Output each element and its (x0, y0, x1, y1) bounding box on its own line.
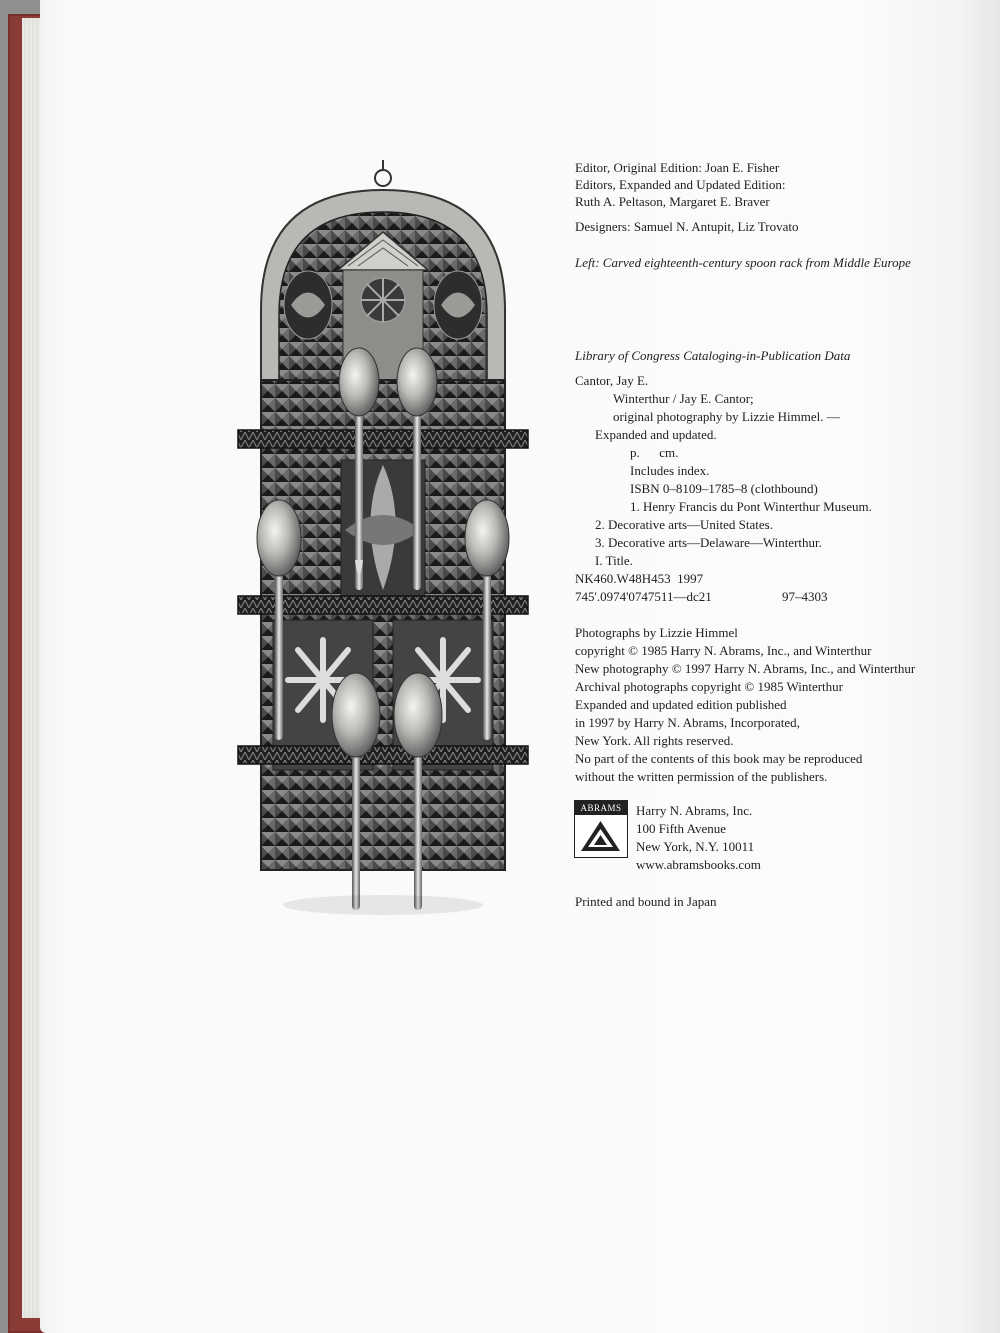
cip-line: 1. Henry Francis du Pont Winterthur Museum. (630, 499, 872, 514)
cip-line: Cantor, Jay E. (575, 373, 649, 388)
rack-shelf-bottom (238, 746, 528, 764)
pyramid-icon (575, 815, 626, 856)
book-page (40, 0, 1000, 1333)
credit-editors-names: Ruth A. Peltason, Margaret E. Braver (575, 194, 770, 209)
copyright-line: Archival photographs copyright © 1985 Winterthur (575, 679, 843, 694)
cip-line: NK460.W48H453 1997 (575, 571, 704, 586)
credit-designers: Designers: Samuel N. Antupit, Liz Trovato (575, 219, 799, 234)
abrams-logo (574, 800, 628, 858)
copyright-line: New York. All rights reserved. (575, 733, 734, 748)
copyright-line: New photography © 1997 Harry N. Abrams, Inc., and Winterthur (575, 661, 916, 676)
spoon-rack-illustration (233, 160, 543, 920)
cip-lccn: 97–4303 (782, 589, 828, 604)
cip-line: ISBN 0–8109–1785–8 (clothbound) (630, 481, 818, 496)
cip-line: 3. Decorative arts—Delaware—Winterthur. (595, 535, 822, 550)
publisher-line: Harry N. Abrams, Inc. (636, 803, 753, 818)
cip-line: Includes index. (630, 463, 710, 478)
copyright-line: Expanded and updated edition published (575, 697, 787, 712)
cip-heading: Library of Congress Cataloging-in-Publication Data (575, 348, 851, 363)
cip-classification: 745'.0974'0747511—dc21 (575, 589, 712, 604)
copyright-line: in 1997 by Harry N. Abrams, Incorporated, (575, 715, 800, 730)
copyright-line: copyright © 1985 Harry N. Abrams, Inc., and Winterthur (575, 643, 872, 658)
cip-line: p. cm. (630, 445, 679, 460)
credit-editors-expanded: Editors, Expanded and Updated Edition: (575, 177, 786, 192)
copyright-line: Photographs by Lizzie Himmel (575, 625, 738, 640)
cip-line: original photography by Lizzie Himmel. — (613, 409, 840, 424)
hanging-hook-ring (375, 170, 391, 186)
publisher-line: 100 Fifth Avenue (636, 821, 727, 836)
abrams-logo-word: ABRAMS (575, 801, 627, 815)
rack-shelf-top (238, 430, 528, 448)
printed-note: Printed and bound in Japan (575, 894, 717, 909)
cip-line: 2. Decorative arts—United States. (595, 517, 773, 532)
copyright-line: No part of the contents of this book may be reproduced (575, 751, 863, 766)
image-caption: Left: Carved eighteenth-century spoon rack from Middle Europe (575, 255, 911, 270)
cip-line: I. Title. (595, 553, 633, 568)
cip-line: Expanded and updated. (595, 427, 717, 442)
publisher-website: www.abramsbooks.com (636, 857, 761, 872)
credit-editor-original: Editor, Original Edition: Joan E. Fisher (575, 160, 780, 175)
copyright-line: without the written permission of the publishers. (575, 769, 828, 784)
cip-line: Winterthur / Jay E. Cantor; (613, 391, 754, 406)
publisher-line: New York, N.Y. 10011 (636, 839, 755, 854)
